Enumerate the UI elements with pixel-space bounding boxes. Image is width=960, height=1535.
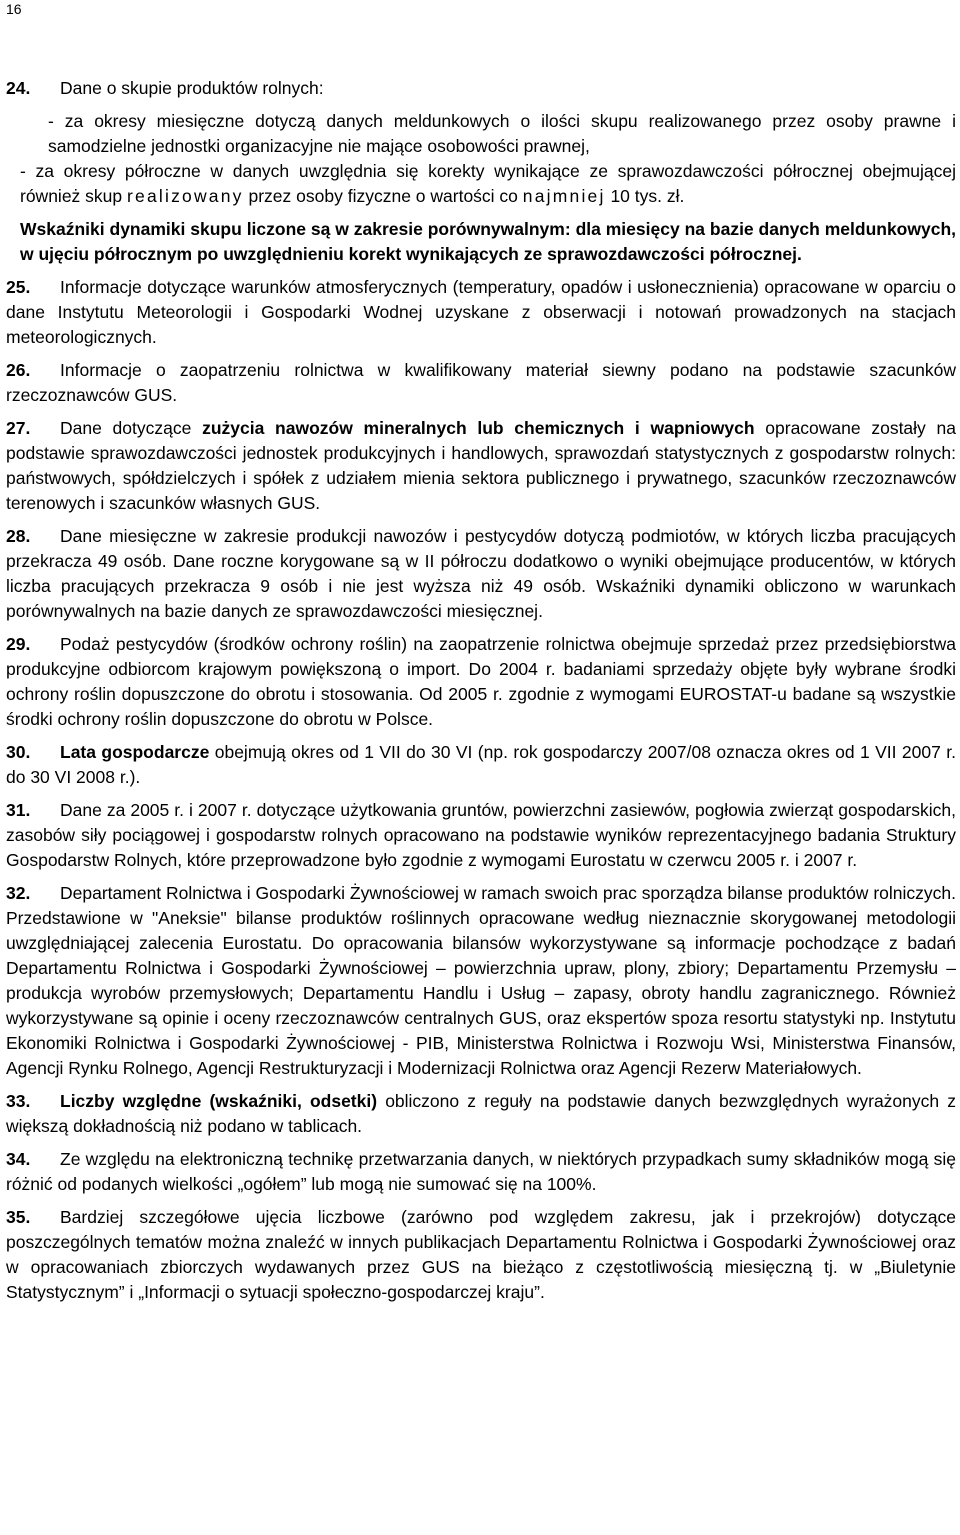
note-32	[6, 881, 956, 1081]
note-text: opracowane zostały na podstawie sprawozdawczości jednostek produkcyjnych i handlowych, sprawozdań statystycznych z gospodarstw rolnych: państwowych, spółdzielczych i spółek z udziałem mienia sektora publicznego i prywatnego, szacunków rzeczoznawców terenowych i szacunków własnych GUS.	[6, 418, 956, 513]
note-28	[6, 524, 956, 624]
note-number: 35.	[6, 1207, 31, 1227]
note-number: 27.	[6, 418, 31, 438]
note-text: Informacje dotyczące warunków atmosferycznych (temperatury, opadów i usłonecznienia) opracowane w oparciu o dane Instytutu Meteorologii i Gospodarki Wodnej uzyskane z obserwacji i notowań prowadzonych na stacjach meteorologicznych.	[6, 277, 956, 347]
note-number: 24.	[6, 78, 31, 98]
note-31	[6, 798, 956, 873]
note-text: Departament Rolnictwa i Gospodarki Żywnościowej w ramach swoich prac sporządza bilanse produktów rolniczych. Przedstawione w "Aneksie" bilanse produktów roślinnych opracowane według nieznacznie skorygowanej metodologii uwzględniającej zalecenia Eurostatu. Do opracowania bilansów wykorzystywane są informacje pochodzące z badań Departamentu Rolnictwa i Gospodarki Żywnościowej – powierzchnia upraw, plony, zbiory; Departamentu Przemysłu – produkcja wyrobów przemysłowych; Departamentu Handlu i Usług – zapasy, obroty handlu zagranicznego. Również wykorzystywane są opinie i oceny rzeczoznawców centralnych GUS, oraz ekspertów spoza resortu statystyki np. Instytutu Ekonomiki Rolnictwa i Gospodarki Żywnościowej - PIB, Ministerstwa Rolnictwa i Rozwoju Wsi, Ministerstwa Finansów, Agencji Rynku Rolnego, Agencji Restrukturyzacji i Modernizacji Rolnictwa oraz Agencji Rezerw Materiałowych.	[6, 883, 956, 1078]
spaced-word: najmniej	[522, 186, 606, 206]
note-24-bold-note: Wskaźniki dynamiki skupu liczone są w zakresie porównywalnym: dla miesięcy na bazie danych meldunkowych, w ujęciu półrocznym po uwzględnieniu korekt wynikających ze sprawozdawczości półrocznej.	[20, 219, 956, 264]
note-25	[6, 275, 956, 350]
note-text: Dane o skupie produktów rolnych:	[60, 78, 324, 98]
note-text: Informacje o zaopatrzeniu rolnictwa w kwalifikowany materiał siewny podano na podstawie szacunków rzeczoznawców GUS.	[6, 360, 956, 405]
note-35	[6, 1205, 956, 1305]
note-text: przez osoby fizyczne o wartości co	[248, 186, 518, 206]
note-number: 25.	[6, 277, 31, 297]
note-29	[6, 632, 956, 732]
note-30	[6, 740, 956, 790]
note-26	[6, 358, 956, 408]
note-27	[6, 416, 956, 516]
note-text: - za okresy półroczne w danych uwzględnia się korekty wynikające ze sprawozdawczości półrocznej obejmującej również skup	[20, 161, 956, 206]
note-bold-term: Liczby względne (wskaźniki, odsetki)	[60, 1091, 378, 1111]
note-number: 32.	[6, 883, 31, 903]
note-number: 26.	[6, 360, 31, 380]
note-34	[6, 1147, 956, 1197]
note-24-title	[6, 76, 956, 101]
note-text: Bardziej szczegółowe ujęcia liczbowe (zarówno pod względem zakresu, jak i przekrojów) dotyczące poszczególnych tematów można znaleźć w innych publikacjach Departamentu Rolnictwa i Gospodarki Żywnościowej oraz w opracowaniach zbiorczych wydawanych przez GUS na bieżąco z częstotliwością miesięczną tj. w „Biuletynie Statystycznym” i „Informacji o sytuacji społeczno-gospodarczej kraju”.	[6, 1207, 956, 1302]
note-text: Dane miesięczne w zakresie produkcji nawozów i pestycydów dotyczą podmiotów, w których liczba pracujących przekracza 49 osób. Dane roczne korygowane są w II półroczu dodatkowo o wyniki obejmujące producentów, w których liczba pracujących przekracza 9 osób i nie jest wyższa niż 49 osób. Wskaźniki dynamiki obliczono w warunkach porównywalnych na bazie danych ze sprawozdawczości miesięcznej.	[6, 526, 956, 621]
note-bold-term: zużycia nawozów mineralnych lub chemicznych i wapniowych	[202, 418, 755, 438]
note-text: Dane dotyczące	[60, 418, 192, 438]
note-number: 31.	[6, 800, 31, 820]
note-number: 34.	[6, 1149, 31, 1169]
note-text: 10 tys. zł.	[610, 186, 685, 206]
note-24-semiannual	[6, 159, 956, 209]
note-text: obliczono z reguły na podstawie danych bezwzględnych wyrażonych z większą dokładnością niż podano w tablicach.	[6, 1091, 956, 1136]
note-number: 28.	[6, 526, 31, 546]
note-text: Dane za 2005 r. i 2007 r. dotyczące użytkowania gruntów, powierzchni zasiewów, pogłowia zwierząt gospodarskich, zasobów siły pociągowej i gospodarstw rolnych opracowano na podstawie wyników reprezentacyjnego badania Struktury Gospodarstw Rolnych, które przeprowadzone było zgodnie z wymogami Eurostatu w czerwcu 2005 r. i 2007 r.	[6, 800, 956, 870]
notes-content	[6, 76, 956, 1305]
page-number: 16	[6, 1, 22, 17]
note-bold-term: Lata gospodarcze	[60, 742, 210, 762]
note-24-monthly: - za okresy miesięczne dotyczą danych meldunkowych o ilości skupu realizowanego przez osoby prawne i samodzielne jednostki organizacyjne nie mające osobowości prawnej,	[48, 111, 956, 156]
spaced-word: realizowany	[127, 186, 244, 206]
note-text: Podaż pestycydów (środków ochrony roślin) na zaopatrzenie rolnictwa obejmuje sprzedaż przez przedsiębiorstwa produkcyjne odbiorcom krajowym powiększoną o import. Do 2004 r. badaniami sprzedaży objęte były wybrane środki ochrony roślin dopuszczone do obrotu i stosowania. Od 2005 r. zgodnie z wymogami EUROSTAT-u badane są wszystkie środki ochrony roślin dopuszczone do obrotu w Polsce.	[6, 634, 956, 729]
note-text: Ze względu na elektroniczną technikę przetwarzania danych, w niektórych przypadkach sumy składników mogą się różnić od podanych wielkości „ogółem” lub mogą nie sumować się na 100%.	[6, 1149, 956, 1194]
note-number: 33.	[6, 1091, 31, 1111]
note-text: obejmują okres od 1 VII do 30 VI (np. rok gospodarczy 2007/08 oznacza okres od 1 VII 2007 r. do 30 VI 2008 r.).	[6, 742, 956, 787]
note-number: 30.	[6, 742, 31, 762]
note-33	[6, 1089, 956, 1139]
note-number: 29.	[6, 634, 31, 654]
